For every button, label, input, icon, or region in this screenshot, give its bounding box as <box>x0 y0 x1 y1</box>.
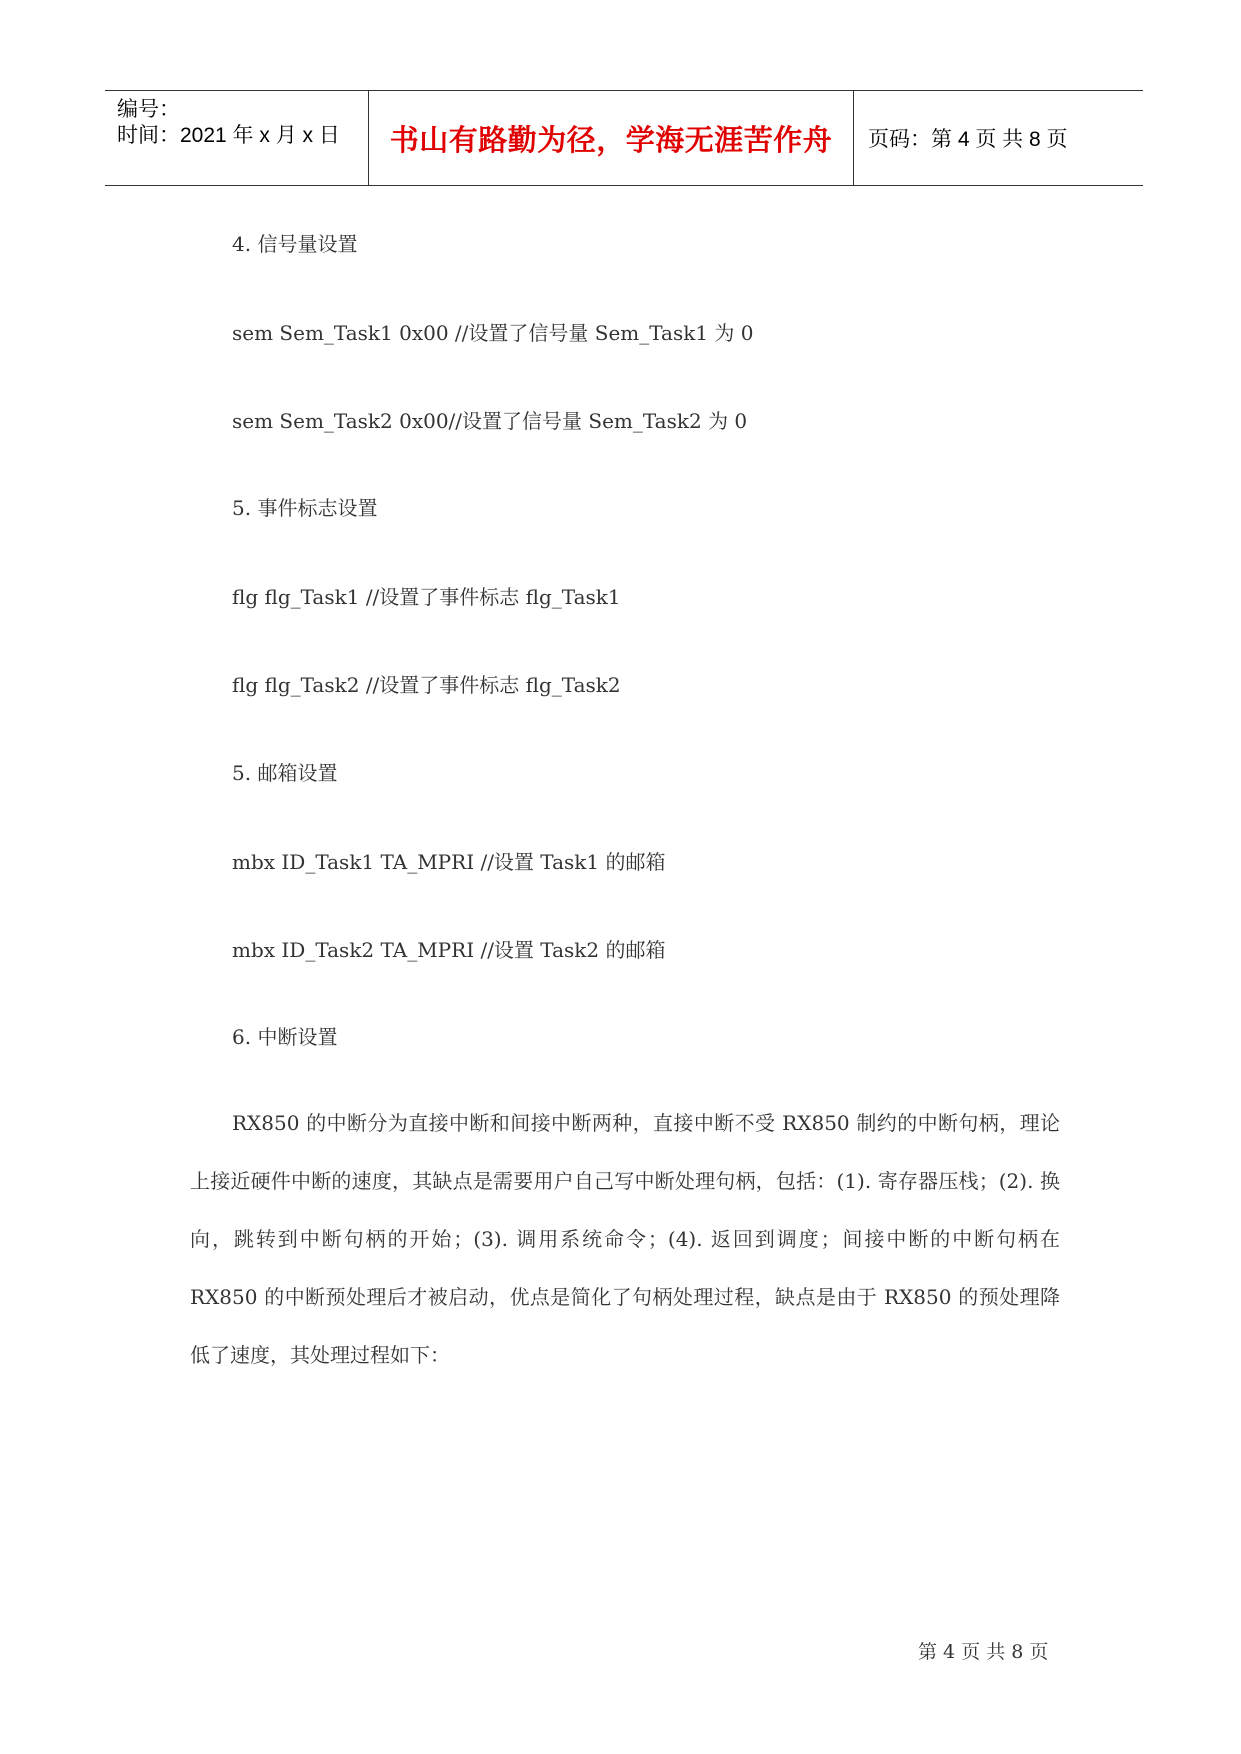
section-heading-mailbox: 5. 邮箱设置 <box>232 761 338 785</box>
code-line-semaphore-2: sem Sem_Task2 0x00//设置了信号量 Sem_Task2 为 0 <box>232 409 748 433</box>
header-page-cell <box>855 91 1143 185</box>
document-header <box>105 90 1143 186</box>
document-number-label: 编号： <box>117 98 180 121</box>
section-heading-event-flag: 5. 事件标志设置 <box>232 496 378 520</box>
code-line-flag-1: flg flg_Task1 //设置了事件标志 flg_Task1 <box>232 585 621 609</box>
code-line-flag-2: flg flg_Task2 //设置了事件标志 flg_Task2 <box>232 673 621 697</box>
code-line-semaphore-1: sem Sem_Task1 0x00 //设置了信号量 Sem_Task1 为 0 <box>232 321 754 345</box>
section-heading-interrupt: 6. 中断设置 <box>232 1025 338 1049</box>
header-meta-cell <box>105 91 369 185</box>
code-line-mailbox-1: mbx ID_Task1 TA_MPRI //设置 Task1 的邮箱 <box>232 850 666 874</box>
interrupt-description-paragraph: RX850 的中断分为直接中断和间接中断两种，直接中断不受 RX850 制约的中断句柄，理论上接近硬件中断的速度，其缺点是需要用户自己写中断处理句柄，包括：(1). 寄存器压栈；(2). 换向，跳转到中断句柄的开始；(3). 调用系统命令；(4). 返回到调度；间接中断的中断句柄在 RX850 的中断预处理后才被启动，优点是简化了句柄处理过程，缺点是由于 RX850 的预处理降低了速度，其处理过程如下： <box>190 1111 1060 1367</box>
section-heading-semaphore: 4. 信号量设置 <box>232 232 358 256</box>
page-footer: 第 4 页 共 8 页 <box>918 1641 1049 1663</box>
header-page-number: 页码：第 4 页 共 8 页 <box>868 128 1068 151</box>
header-motto-cell <box>369 91 854 185</box>
header-motto: 书山有路勤为径，学海无涯苦作舟 <box>389 122 833 157</box>
code-line-mailbox-2: mbx ID_Task2 TA_MPRI //设置 Task2 的邮箱 <box>232 938 666 962</box>
document-time-label: 时间：2021 年 x 月 x 日 <box>117 124 340 147</box>
